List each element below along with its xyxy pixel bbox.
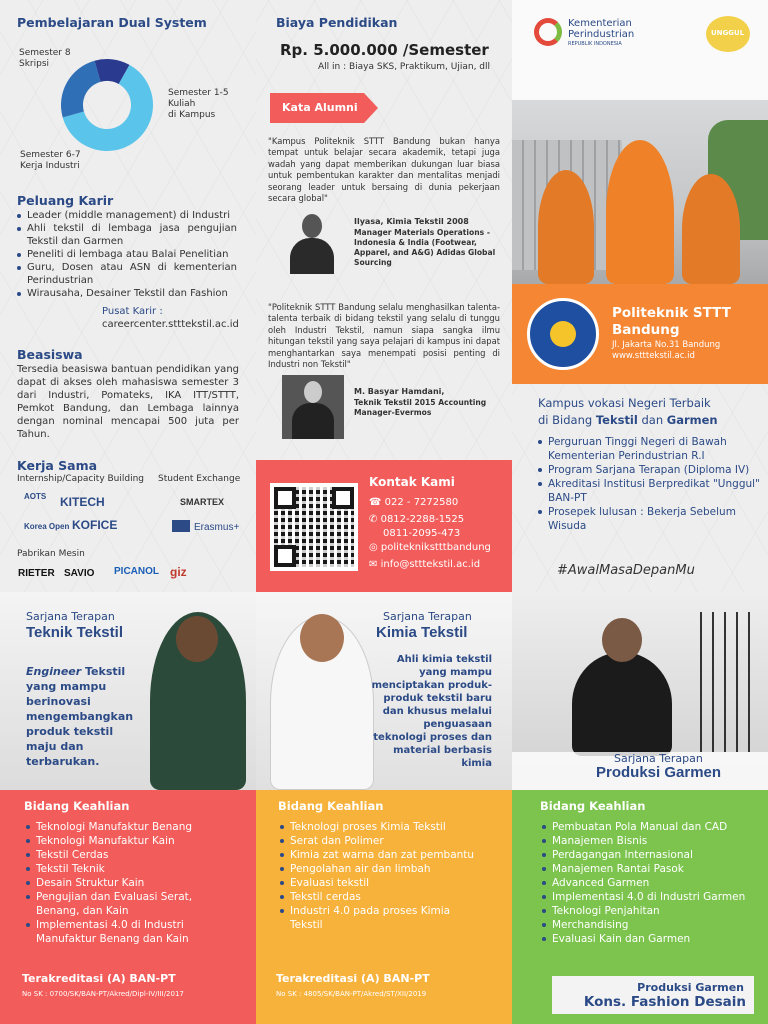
- donut-label-kampus: Semester 1-5 Kuliah di Kampus: [168, 88, 229, 120]
- pabrikan-label: Pabrikan Mesin: [17, 549, 85, 559]
- prodi-tt-desc-text: Tekstil yang mampu berinovasi mengembangkan produk tekstil maju dan terbarukan.: [26, 665, 134, 768]
- prodi-tt-bidang: Bidang Keahlian: [24, 799, 130, 813]
- prodi-pg-name: Produksi Garmen: [596, 764, 722, 781]
- prodi-tt-item: Tekstil Cerdas: [24, 848, 224, 862]
- kerjasama-exchange: Student Exchange: [158, 474, 241, 484]
- alumni-photo-1: [288, 212, 336, 274]
- prodi-kt-sub: Sarjana Terapan: [383, 610, 472, 623]
- prodi-kt-item: Kimia zat warna dan zat pembantu: [278, 848, 478, 862]
- vokasi-line2: [538, 413, 718, 427]
- sttt-seal-icon: [527, 298, 599, 370]
- prodi-tt-item: Implementasi 4.0 di Industri Manufaktur Benang dan Kain: [24, 918, 224, 946]
- vokasi-item: Prosepek lulusan : Bekerja Sebelum Wisuda: [536, 505, 760, 533]
- prodi-pg-box: [552, 976, 754, 1014]
- vokasi-line2-tekstil: Tekstil: [595, 413, 638, 427]
- qr-code[interactable]: [270, 483, 358, 571]
- logo-kitech: KITECH: [60, 495, 105, 509]
- prodi-kt-item: Teknologi proses Kimia Tekstil: [278, 820, 478, 834]
- alumni-name-2: M. Basyar Hamdani,: [354, 387, 445, 396]
- prodi-pg-sub: Sarjana Terapan: [614, 752, 703, 765]
- prodi-kt-item: Pengolahan air dan limbah: [278, 862, 478, 876]
- alumni-tag-label: Kata Alumni: [282, 101, 358, 114]
- prodi-pg-item: Manajemen Rantai Pasok: [540, 862, 750, 876]
- prodi-tt-item: Pengujian dan Evaluasi Serat, Benang, dan Kain: [24, 890, 224, 918]
- vokasi-line2-garmen: Garmen: [666, 413, 718, 427]
- kontak-wa1[interactable]: [369, 514, 464, 525]
- alumni-tag: [270, 93, 364, 123]
- karir-item: Guru, Dosen atau ASN di kementerian Perindustrian: [15, 261, 237, 287]
- logo-picanol: PICANOL: [114, 566, 159, 577]
- beasiswa-text: Tersedia beasiswa bantuan pendidikan yang dapat di akses oleh mahasiswa semester 3 dari Industri, Pomateks, IKA ITT/STTT, Pemkot Bandung, dan Lembaga lainnya dengan nominal mencapai 500 juta per Tahun.: [17, 364, 239, 440]
- vokasi-list: [536, 435, 760, 533]
- vokasi-line1: Kampus vokasi Negeri Terbaik: [538, 396, 711, 410]
- prodi-kt-item: Tekstil cerdas: [278, 890, 478, 904]
- prodi-pg-item: Teknologi Penjahitan: [540, 904, 750, 918]
- unggul-badge: [706, 16, 750, 52]
- alumni-photo-2: [282, 375, 344, 439]
- prodi-tt-desc: [26, 664, 138, 769]
- logo-giz: giz: [170, 565, 187, 579]
- kerjasama-title: Kerja Sama: [17, 458, 98, 473]
- prodi-kt-name: Kimia Tekstil: [376, 624, 468, 641]
- kontak-title: Kontak Kami: [369, 475, 455, 489]
- kontak-email[interactable]: [369, 559, 480, 570]
- biaya-note: All in : Biaya SKS, Praktikum, Ujian, dll: [318, 62, 491, 72]
- kemen-line2: Perindustrian: [568, 29, 635, 40]
- prodi-pg-bidang: Bidang Keahlian: [540, 799, 646, 813]
- alumni-quote-2: "Politeknik STTT Bandung selalu menghasilkan talenta-talenta terbaik di bidang tekstil yang selalu di tunggu oleh Industri Tekstil, namun siapa sangka ilmu hitungan tekstil yang saya pelajari di kampus ini dapat menghantarkan saya menempati posisi penting di Industri non Tekstil": [268, 302, 500, 370]
- kemen-line1: Kementerian: [568, 18, 632, 29]
- prodi-kt-akr: Terakreditasi (A) BAN-PT: [276, 972, 430, 985]
- kemen-line3: REPUBLIK INDONESIA: [568, 41, 622, 47]
- prodi-pg-item: Evaluasi Kain dan Garmen: [540, 932, 750, 946]
- prodi-pg-item: Merchandising: [540, 918, 750, 932]
- kontak-instagram[interactable]: [369, 542, 491, 553]
- biaya-amount: Rp. 5.000.000 /Semester: [280, 41, 489, 59]
- logo-smartex: SMARTEX: [180, 497, 225, 507]
- dual-system-donut: [60, 58, 154, 152]
- prodi-pg-item: Perdagangan Internasional: [540, 848, 750, 862]
- logo-korea-open: Korea Open: [24, 522, 70, 531]
- prodi-tt-desc-em: Engineer: [26, 665, 82, 678]
- logo-rieter: RIETER: [18, 568, 55, 579]
- alumni-detail-2: Teknik Tekstil 2015 Accounting Manager-Evermos: [354, 398, 487, 417]
- vokasi-item: Akreditasi Institusi Berpredikat "Unggul" BAN-PT: [536, 477, 760, 505]
- campus-address: Jl. Jakarta No.31 Bandung: [612, 340, 721, 350]
- prodi-tt-sk: No SK : 0700/SK/BAN-PT/Akred/Dipl-IV/III/2017: [22, 990, 184, 998]
- prodi-pg-item: Manajemen Bisnis: [540, 834, 750, 848]
- hashtag: #AwalMasaDepanMu: [557, 563, 695, 578]
- prodi-tt-list: [24, 820, 224, 946]
- logo-savio: SAVIO: [64, 568, 95, 579]
- prodi-kt-bidang: Bidang Keahlian: [278, 799, 384, 813]
- prodi-kt-item: Evaluasi tekstil: [278, 876, 478, 890]
- logo-aots: AOTS: [24, 492, 47, 501]
- vokasi-item: Perguruan Tinggi Negeri di Bawah Kementerian Perindustrian R.I: [536, 435, 760, 463]
- instagram-icon: ◎: [369, 542, 378, 553]
- prodi-tt-name: Teknik Tekstil: [26, 624, 123, 641]
- prodi-pg-box1: Produksi Garmen: [637, 981, 744, 994]
- kontak-wa1-text: 0812-2288-1525: [380, 514, 465, 525]
- kontak-wa2[interactable]: 0811-2095-473: [383, 528, 461, 539]
- vokasi-line2-dan: dan: [637, 413, 667, 427]
- alumni-quote-1: "Kampus Politeknik STTT Bandung bukan hanya tempat untuk belajar secara akademik, tetapi juga wadah yang dapat memberikan dukungan luar biasa untuk pembentukan karakter dan mentalitas menjadi seorang leader untuk bersaing di dunia pekerjaan secara global": [268, 136, 500, 204]
- kerjasama-internship: Internship/Capacity Building: [17, 474, 145, 484]
- unggul-label: UNGGUL: [711, 29, 745, 37]
- prodi-kt-list: [278, 820, 478, 932]
- karir-item: Peneliti di lembaga atau Balai Penelitian: [15, 248, 237, 261]
- prodi-tt-item: Desain Struktur Kain: [24, 876, 224, 890]
- prodi-pg-list: [540, 820, 750, 946]
- alumni-detail-1: Manager Materials Operations - Indonesia & India (Footwear, Apparel, and A&G) Adidas Global Sourcing: [354, 228, 496, 267]
- karir-list: [15, 209, 237, 300]
- kontak-email-text: info@stttekstil.ac.id: [380, 559, 481, 570]
- students-photo: [512, 100, 768, 284]
- kontak-phone-text: 022 - 7272580: [384, 497, 459, 508]
- karir-item: Wirausaha, Desainer Tekstil dan Fashion: [15, 287, 237, 300]
- campus-website[interactable]: www.stttekstil.ac.id: [612, 351, 695, 361]
- prodi-tt-akr: Terakreditasi (A) BAN-PT: [22, 972, 176, 985]
- pusat-karir-link[interactable]: careercenter.stttekstil.ac.id: [102, 319, 239, 330]
- logo-erasmus: Erasmus+: [194, 522, 240, 533]
- donut-label-skripsi: Semester 8 Skripsi: [19, 48, 71, 69]
- email-icon: ✉: [369, 559, 378, 570]
- kemenperin-logo-icon: [534, 18, 562, 46]
- prodi-kt-item: Serat dan Polimer: [278, 834, 478, 848]
- whatsapp-icon: ✆: [369, 514, 378, 525]
- vokasi-item: Program Sarjana Terapan (Diploma IV): [536, 463, 760, 477]
- prodi-kt-desc: Ahli kimia tekstil yang mampu menciptakan produk-produk tekstil baru dan khusus melalui penguasaan teknologi proses dan material berbasis kimia: [371, 654, 492, 769]
- karir-item: Ahli tekstil di lembaga jasa pengujian Tekstil dan Garmen: [15, 222, 237, 248]
- logo-kofice: KOFICE: [72, 518, 118, 532]
- prodi-tt-sub: Sarjana Terapan: [26, 610, 115, 623]
- campus-name-1: Politeknik STTT: [612, 305, 731, 321]
- prodi-pg-item: Advanced Garmen: [540, 876, 750, 890]
- dual-system-title: Pembelajaran Dual System: [17, 15, 207, 30]
- prodi-pg-item: Pembuatan Pola Manual dan CAD: [540, 820, 750, 834]
- prodi-tt-item: Tekstil Teknik: [24, 862, 224, 876]
- donut-label-industri: Semester 6-7 Kerja Industri: [20, 150, 81, 171]
- campus-name-2: Bandung: [612, 322, 680, 338]
- alumni-name-1: Ilyasa, Kimia Tekstil 2008: [354, 217, 469, 226]
- prodi-kt-sk: No SK : 4805/SK/BAN-PT/Akred/ST/XII/2019: [276, 990, 427, 998]
- karir-item: Leader (middle management) di Industri: [15, 209, 237, 222]
- biaya-title: Biaya Pendidikan: [276, 15, 398, 30]
- vokasi-line2-a: di Bidang: [538, 413, 596, 427]
- eu-flag-icon: [172, 520, 190, 532]
- kontak-phone[interactable]: [369, 497, 458, 508]
- prodi-kt-item: Industri 4.0 pada proses Kimia Tekstil: [278, 904, 478, 932]
- prodi-pg-box2: Kons. Fashion Desain: [583, 994, 746, 1010]
- prodi-tt-item: Teknologi Manufaktur Kain: [24, 834, 224, 848]
- pusat-karir-label: Pusat Karir :: [102, 306, 163, 317]
- prodi-pg-item: Implementasi 4.0 di Industri Garmen: [540, 890, 750, 904]
- beasiswa-title: Beasiswa: [17, 347, 83, 362]
- phone-icon: ☎: [369, 497, 382, 508]
- kontak-ig-text: politeknikstttbandung: [380, 542, 491, 553]
- karir-title: Peluang Karir: [17, 193, 114, 208]
- prodi-tt-item: Teknologi Manufaktur Benang: [24, 820, 224, 834]
